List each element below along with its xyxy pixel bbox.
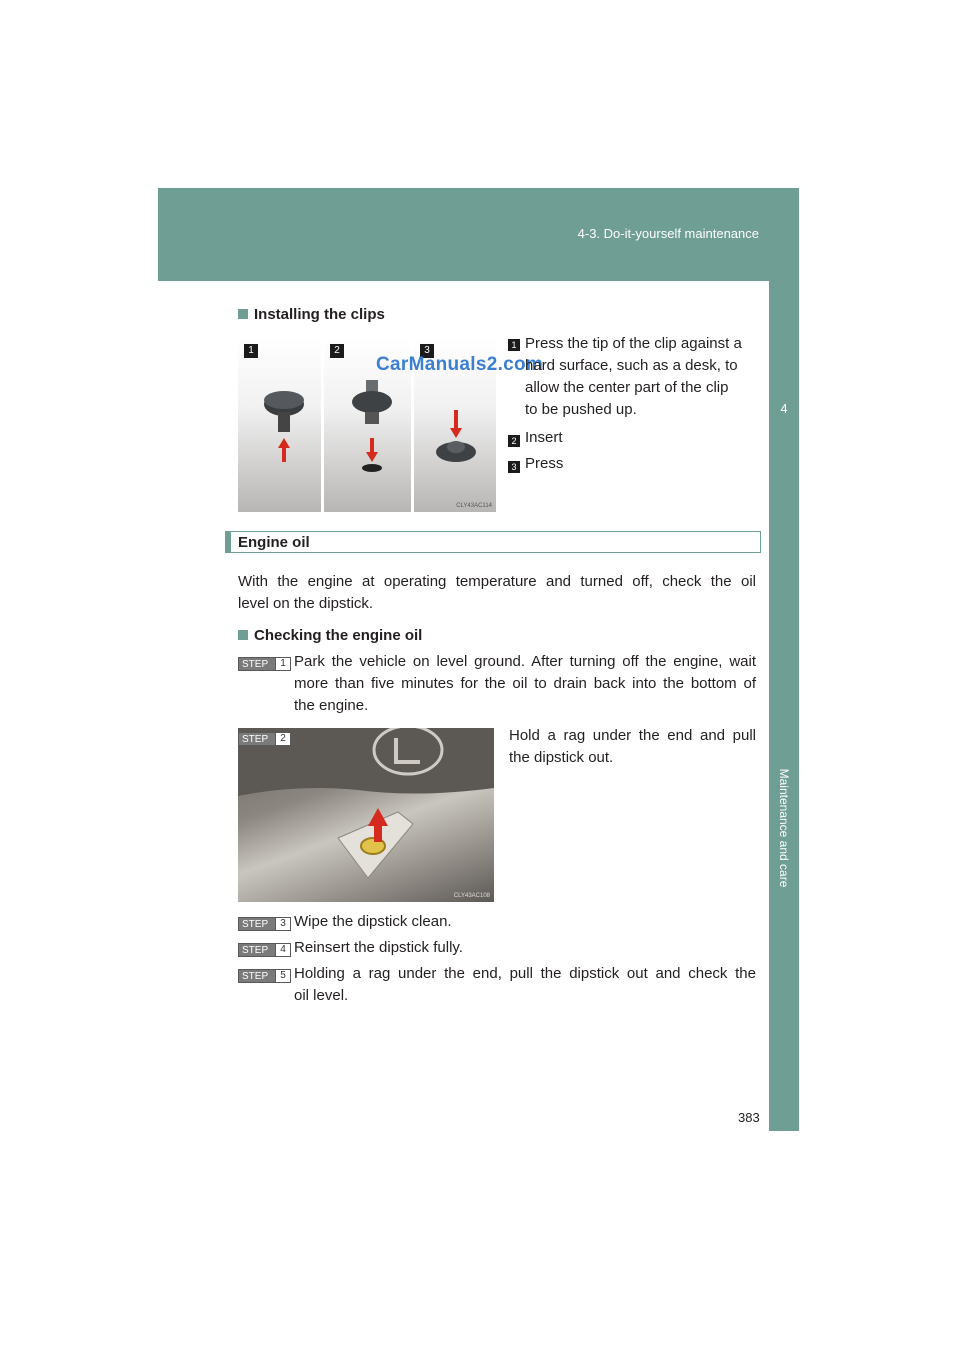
clip-step-2-text: Insert: [525, 429, 563, 446]
panel-label-1: 1: [244, 344, 258, 358]
engine-oil-intro: With the engine at operating temperature and turned off, check the oil level on the dipstick.: [238, 573, 756, 612]
chapter-title: Maintenance and care: [777, 768, 791, 888]
engine-oil-heading: Engine oil: [225, 531, 761, 553]
clip-remove-icon: [238, 338, 321, 512]
dipstick-icon: [238, 728, 494, 902]
dipstick-illustration: [238, 728, 494, 902]
step-2-badge: STEP 2: [238, 732, 291, 746]
section-title: 4-3. Do-it-yourself maintenance: [577, 226, 759, 241]
clip-step-1-text: Press the tip of the clip against a hard surface, such as a desk, to allow the center part of the clip to be pushed up.: [525, 335, 742, 418]
step-5-badge: STEP 5: [238, 969, 291, 983]
step-badge-1: 1: [508, 339, 520, 351]
step-badge-3: 3: [508, 461, 520, 473]
step-badge-2: 2: [508, 435, 520, 447]
watermark: CarManuals2.com: [376, 354, 544, 375]
clip-panel-1: [238, 338, 321, 512]
header-band: [158, 188, 799, 281]
step-3-badge: STEP 3: [238, 917, 291, 931]
step-1-badge: STEP 1: [238, 657, 291, 671]
step-5-text: Holding a rag under the end, pull the dipstick out and check the oil level.: [294, 965, 756, 1004]
checking-oil-heading: Checking the engine oil: [238, 627, 422, 644]
step-1-text: Park the vehicle on level ground. After turning off the engine, wait more than five minutes for the oil to drain back into the bottom of the engine.: [294, 653, 756, 714]
step-4-badge: STEP 4: [238, 943, 291, 957]
clip-step-3-text: Press: [525, 455, 564, 472]
step-3-text: Wipe the dipstick clean.: [294, 913, 452, 930]
chapter-number: 4: [780, 401, 788, 416]
step-2-text: Hold a rag under the end and pull the dipstick out.: [509, 727, 756, 766]
figure-code: CLY43AC114: [456, 503, 492, 509]
page-number: 383: [738, 1110, 760, 1125]
panel-label-3: 3: [420, 344, 434, 358]
bullet-square-icon: [238, 309, 248, 319]
chapter-side-tab: [769, 281, 799, 1131]
installing-clips-heading: Installing the clips: [238, 306, 385, 323]
step-4-text: Reinsert the dipstick fully.: [294, 939, 463, 956]
panel-label-2: 2: [330, 344, 344, 358]
figure-code: CLY43AC108: [453, 893, 490, 899]
bullet-square-icon: [238, 630, 248, 640]
